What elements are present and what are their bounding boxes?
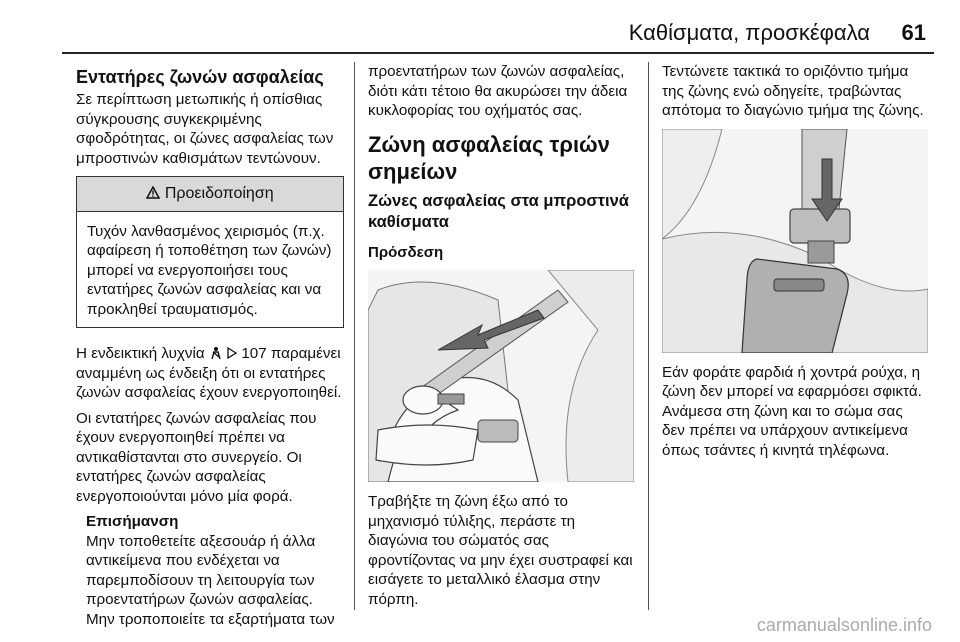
note-block (76, 512, 344, 629)
seatbelt-fastening-illustration (368, 270, 634, 482)
section-heading-three-point-belt: Ζώνη ασφαλείας τριών σημείων (368, 131, 610, 184)
watermark: carmanualsonline.info (756, 615, 932, 635)
clothing-paragraph: Εάν φοράτε φαρδιά ή χοντρά ρούχα, η ζώνη δεν μπορεί να εφαρμόσει σφικτά. Ανάμεσα στη ζώνη και το σώμα σας δεν πρέπει να υπάρχουν αντικείμενα όπως τσάντες ή κινητά τηλέφωνα. (662, 363, 922, 459)
replacement-paragraph: Οι εντατήρες ζωνών ασφαλείας που έχουν ενεργοποιηθεί πρέπει να αντικαθίστανται στο συνεργείο. Οι εντατήρες ζωνών ασφαλείας ενεργοποιούνται μόνο μία φορά. (76, 409, 317, 505)
warning-box (76, 176, 344, 328)
column-1 (76, 62, 344, 629)
note-text: Μην τοποθετείτε αξεσουάρ ή άλλα αντικείμενα που ενδέχεται να παρεμποδίσουν τη λειτουργία των προεντατήρων ζωνών ασφαλείας. Μην τροποποιείτε τα εξαρτήματα των (86, 532, 335, 628)
column-divider-2 (648, 62, 649, 610)
page-reference-icon (227, 345, 241, 362)
page-reference: 107 (241, 345, 267, 362)
column-2 (368, 62, 634, 615)
tension-paragraph: Τεντώνετε τακτικά το οριζόντιο τμήμα της ζώνης ενώ οδηγείτε, τραβώντας απότομα το διαγώνιο τμήμα της ζώνης. (662, 63, 924, 119)
intro-paragraph: Σε περίπτωση μετωπικής ή οπίσθιας σύγκρουσης συγκεκριμένης σφοδρότητας, οι ζώνες ασφαλείας των μπροστινών καθισμάτων τεντώνουν. (76, 91, 334, 167)
warning-triangle-icon (146, 185, 164, 202)
note-title: Επισήμανση (86, 513, 179, 530)
subheading-fastening: Πρόσδεση (368, 243, 444, 261)
indicator-text-after: παραμένει αναμμένη ως ένδειξη ότι οι εντατήρες ζωνών ασφαλείας έχουν ενεργοποιηθεί. (76, 345, 342, 401)
warning-title: Προειδοποίηση (164, 185, 274, 202)
header-rule (62, 52, 934, 54)
subheading-front-seats: Ζώνες ασφαλείας στα μπροστινά καθίσματα (368, 191, 629, 231)
warning-body: Τυχόν λανθασμένος χειρισμός (π.χ. αφαίρεση ή τοποθέτηση των ζωνών) μπορεί να ενεργοποιήσει τους εντατήρες ζωνών ασφαλείας και να προκληθεί τραυματισμός. (87, 222, 332, 318)
warning-header (77, 177, 343, 212)
belt-buckle-illustration (662, 129, 928, 353)
header-title: Καθίσματα, προσκέφαλα (628, 20, 870, 45)
continued-paragraph: προεντατήρων των ζωνών ασφαλείας, διότι κάτι τέτοιο θα ακυρώσει την άδεια κυκλοφορίας του οχήματός σας. (368, 63, 628, 119)
fastening-caption: Τραβήξτε τη ζώνη έξω από το μηχανισμό τύλιξης, περάστε τη διαγώνια του σώματός σας φροντίζοντας να μην έχει συστραφεί και εισάγετε το μεταλλικό έλασμα στην πόρπη. (368, 493, 633, 608)
indicator-paragraph (76, 344, 344, 403)
column-3 (662, 62, 928, 466)
section-heading-pretensioners: Εντατήρες ζωνών ασφαλείας (76, 67, 324, 87)
indicator-text-before: Η ενδεικτική λυχνία (76, 345, 205, 362)
seatbelt-indicator-icon (209, 345, 227, 362)
page-number: 61 (901, 20, 926, 45)
column-divider-1 (354, 62, 355, 610)
